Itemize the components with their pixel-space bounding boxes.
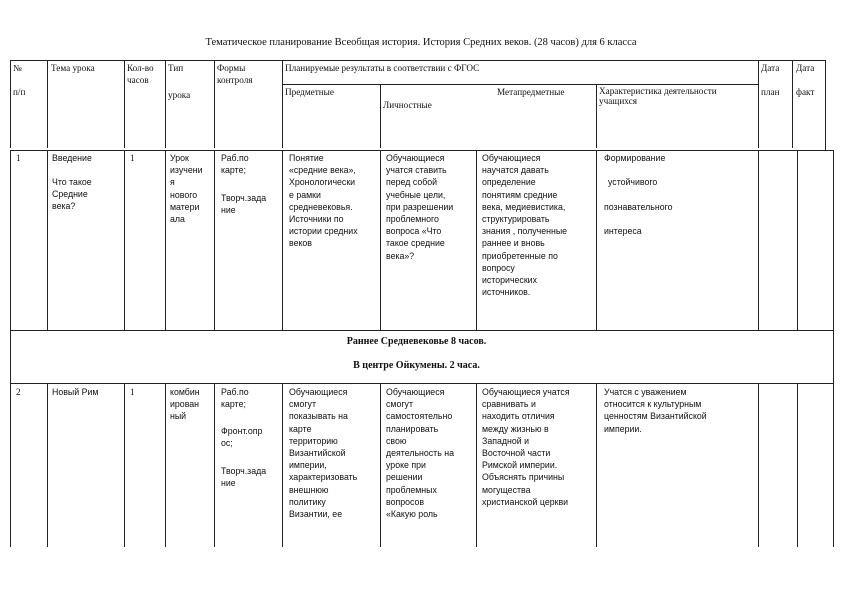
row2-col-line — [758, 383, 759, 547]
row1-meta: Обучающиеся научатся давать определение понятиям средние века, медиевистика, структурировать знания , полученные раннее и вновь приобретенные по вопросу исторических источников. — [482, 153, 568, 298]
row2-col-line — [380, 383, 381, 547]
row1-col-line — [758, 150, 759, 330]
row1-bottom-border — [10, 330, 833, 331]
header-col-line — [214, 60, 215, 148]
header-hours: Кол-во часов — [127, 63, 154, 85]
header-subject: Предметные — [285, 87, 334, 97]
header-col-line — [380, 84, 381, 148]
row1-activity-b: устойчивого — [608, 177, 658, 187]
header-col-line — [758, 60, 759, 148]
section-heading-period: Раннее Средневековье 8 часов. — [346, 336, 487, 347]
section-heading-unit: В центре Ойкумены. 2 часа. — [353, 360, 480, 371]
row1-col-line — [797, 150, 798, 330]
row1-activity-c: познавательного — [604, 202, 673, 212]
row2-hours: 1 — [130, 387, 135, 397]
row1-control-task: Творч.зада ние — [221, 193, 267, 216]
row2-col-line — [165, 383, 166, 547]
row2-col-line — [47, 383, 48, 547]
header-topic: Тема урока — [51, 63, 95, 73]
row1-col-line — [282, 150, 283, 330]
row1-col-line — [165, 150, 166, 330]
row1-col-line — [47, 150, 48, 330]
row2-type: комбин ирован ный — [170, 387, 200, 422]
row2-control-task: Творч.зада ние — [221, 466, 267, 489]
header-plan: план — [761, 87, 780, 97]
row1-hours: 1 — [130, 153, 135, 163]
row2-subject: Обучающиеся смогут показывать на карте территорию Византийской империи, характеризовать внешнюю политику Византии, ее — [289, 387, 358, 520]
row2-col-line — [476, 383, 477, 547]
section-bottom-border — [10, 383, 833, 384]
row1-col-line — [214, 150, 215, 330]
row2-topic: Новый Рим — [52, 387, 99, 397]
row2-num: 2 — [16, 387, 21, 397]
row2-activity: Учатся с уважением относится к культурным ценностям Византийской империи. — [604, 387, 707, 434]
row1-subject: Понятие «средние века», Хронологически е рамки средневековья. Источники по истории средних веков — [289, 153, 358, 249]
body-left-border — [10, 150, 11, 547]
row2-col-line — [282, 383, 283, 547]
row2-control-oral: Фронт.опр ос; — [221, 426, 263, 449]
header-col-line — [124, 60, 125, 148]
header-date-plan-top: Дата — [761, 63, 780, 73]
row2-col-line — [596, 383, 597, 547]
header-left-border — [10, 60, 11, 148]
row1-topic-question: Что такое Средние века? — [52, 177, 92, 212]
header-num-bottom: п/п — [13, 87, 26, 97]
header-sub-border — [282, 84, 758, 85]
header-type-bottom: урока — [168, 90, 191, 100]
row2-col-line — [797, 383, 798, 547]
row2-col-line — [214, 383, 215, 547]
header-right-border — [825, 60, 826, 150]
row2-personal: Обучающиеся смогут самостоятельно планировать свою деятельность на уроке при решении проблемных вопросов «Какую роль — [386, 387, 454, 520]
document-title: Тематическое планирование Всеобщая история. История Средних веков. (28 часов) для 6 класса — [205, 37, 637, 48]
row1-col-line — [124, 150, 125, 330]
header-date-fact-top: Дата — [796, 63, 815, 73]
row2-control-map: Раб.по карте; — [221, 387, 249, 410]
row1-top-border — [10, 150, 833, 151]
header-activity: Характеристика деятельности учащихся — [599, 86, 717, 106]
header-control: Формы контроля — [217, 63, 253, 85]
header-num-top: № — [13, 63, 22, 73]
header-col-line — [282, 60, 283, 148]
row2-col-line — [124, 383, 125, 547]
row1-activity-a: Формирование — [604, 153, 666, 163]
header-type-top: Тип — [168, 63, 184, 73]
row1-activity-d: интереса — [604, 226, 642, 236]
header-results: Планируемые результаты в соответствии с ФГОС — [285, 63, 480, 73]
row1-col-line — [476, 150, 477, 330]
row1-col-line — [380, 150, 381, 330]
body-right-border — [833, 150, 834, 547]
row1-topic-intro: Введение — [52, 153, 92, 163]
row1-control-map: Раб.по карте; — [221, 153, 249, 176]
header-col-line — [792, 60, 793, 148]
header-personal: Личностные — [383, 100, 432, 110]
row1-col-line — [596, 150, 597, 330]
header-col-line — [47, 60, 48, 148]
row1-type: Урок изучени я нового матери ала — [170, 153, 203, 225]
header-fact: факт — [796, 87, 815, 97]
header-meta: Метапредметные — [497, 87, 565, 97]
header-col-line — [165, 60, 166, 148]
row1-num: 1 — [16, 153, 21, 163]
row2-meta: Обучающиеся учатся сравнивать и находить отличия между жизнью в Западной и Восточной части Римской империи. Объяснять причины могущества христианской церкви — [482, 387, 570, 507]
header-col-line — [596, 84, 597, 148]
row1-personal: Обучающиеся учатся ставить перед собой учебные цели, при разрешении проблемного вопроса «Что такое средние века»? — [386, 153, 454, 261]
header-top-border — [10, 60, 825, 61]
